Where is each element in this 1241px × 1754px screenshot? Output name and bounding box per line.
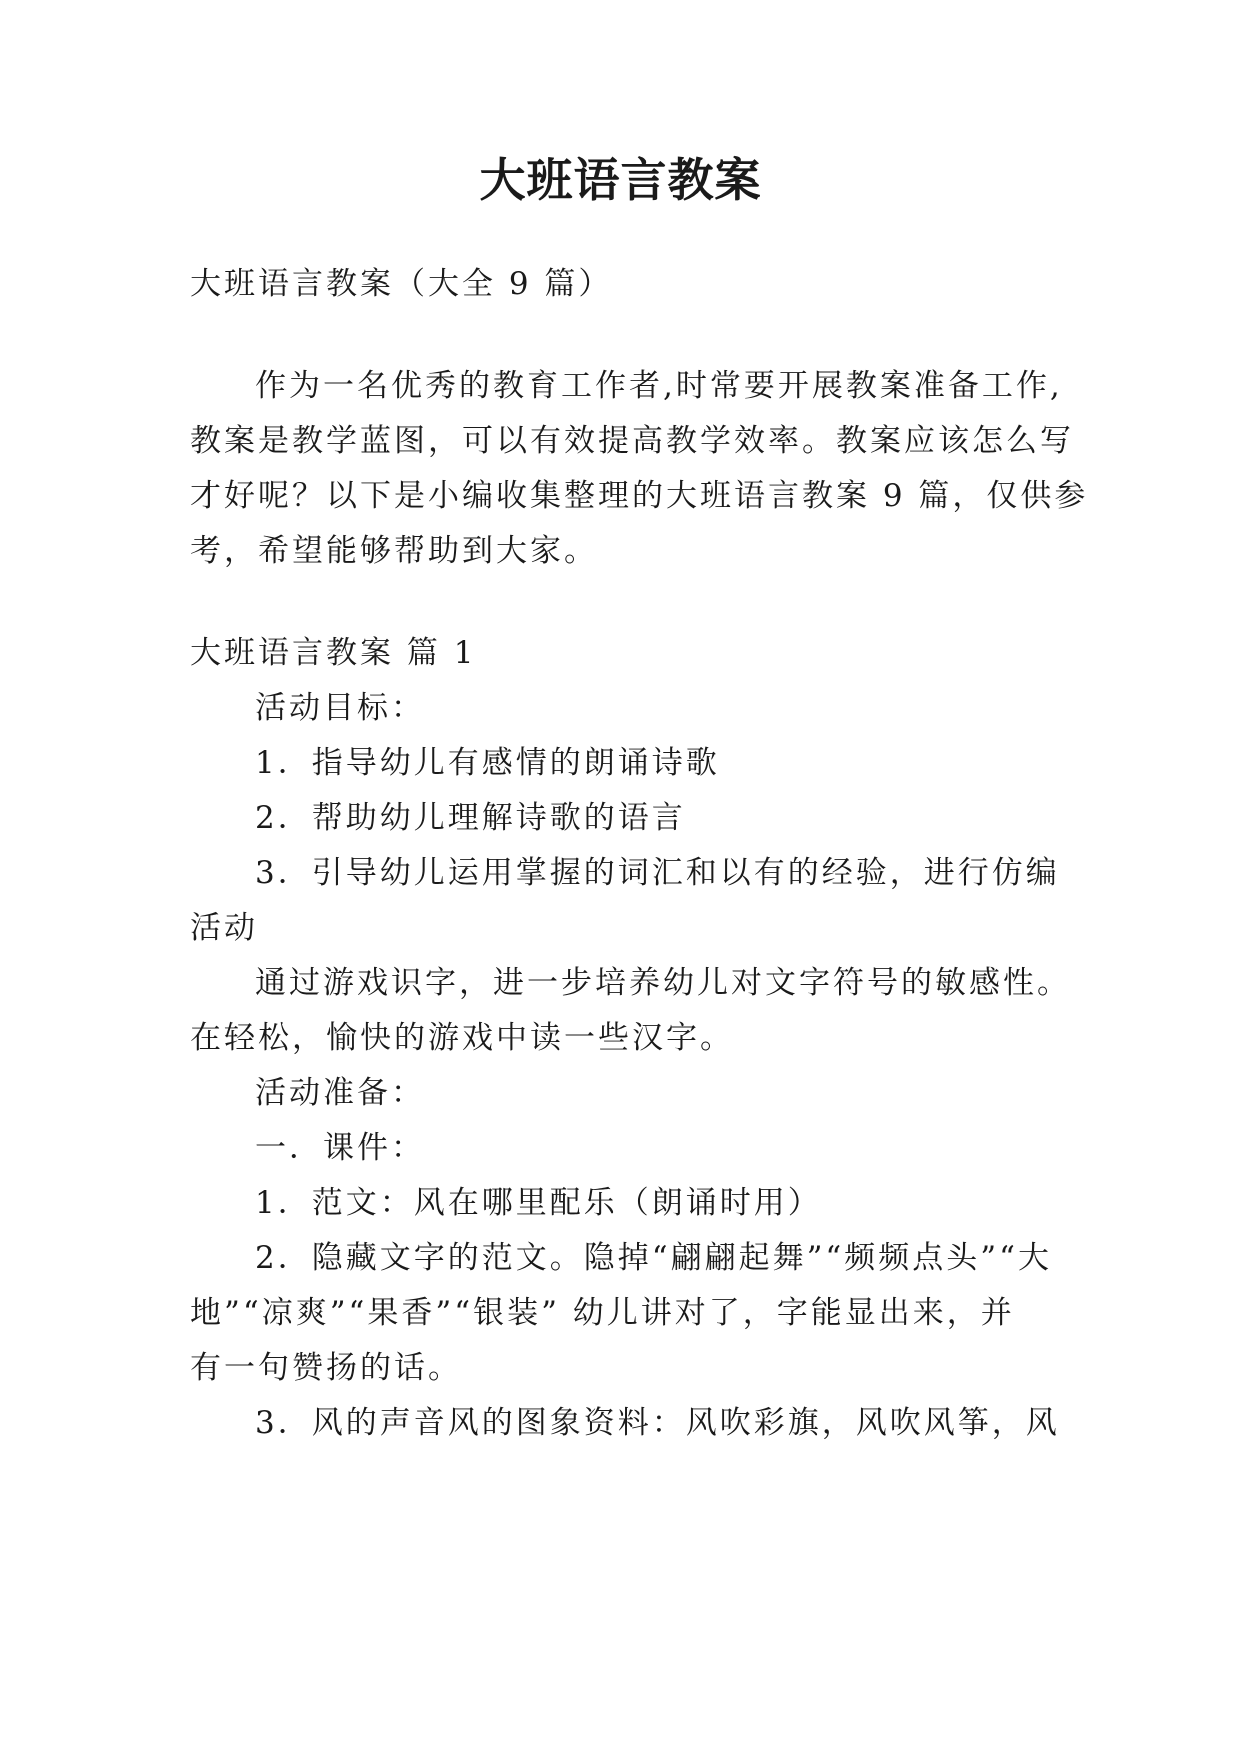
goal-3-line-2: 活动 [190, 910, 258, 946]
prep-item-3-line-1: 3．风的声音风的图象资料：风吹彩旗，风吹风筝，风 [255, 1405, 1060, 1441]
prep-item-1: 1．范文：风在哪里配乐（朗诵时用） [255, 1185, 822, 1221]
prep-item-2-line-2: 地”“凉爽”“果香”“银装” 幼儿讲对了，字能显出来，并 [190, 1295, 1015, 1331]
literacy-line-1: 通过游戏识字，进一步培养幼儿对文字符号的敏感性。 [255, 965, 1071, 1001]
goals-label: 活动目标： [255, 690, 425, 726]
prep-item-2-line-3: 有一句赞扬的话。 [190, 1350, 462, 1386]
goal-2: 2．帮助幼儿理解诗歌的语言 [255, 800, 686, 836]
intro-line-4: 考，希望能够帮助到大家。 [190, 533, 598, 569]
prep-item-2-line-1: 2．隐藏文字的范文。隐掉“翩翩起舞”“频频点头”“大 [255, 1240, 1052, 1276]
section-heading: 大班语言教案 篇 1 [190, 635, 477, 671]
intro-line-1: 作为一名优秀的教育工作者,时常要开展教案准备工作, [255, 368, 1063, 404]
intro-line-2: 教案是教学蓝图，可以有效提高教学效率。教案应该怎么写 [190, 423, 1074, 459]
document-subtitle: 大班语言教案（大全 9 篇） [190, 266, 613, 302]
document-title: 大班语言教案 [479, 153, 762, 207]
intro-line-3: 才好呢？以下是小编收集整理的大班语言教案 9 篇，仅供参 [190, 478, 1089, 514]
prep-label: 活动准备： [255, 1075, 425, 1111]
courseware-label: 一．课件： [255, 1130, 425, 1166]
literacy-line-2: 在轻松，愉快的游戏中读一些汉字。 [190, 1020, 734, 1056]
goal-1: 1．指导幼儿有感情的朗诵诗歌 [255, 745, 720, 781]
goal-3-line-1: 3．引导幼儿运用掌握的词汇和以有的经验，进行仿编 [255, 855, 1060, 891]
